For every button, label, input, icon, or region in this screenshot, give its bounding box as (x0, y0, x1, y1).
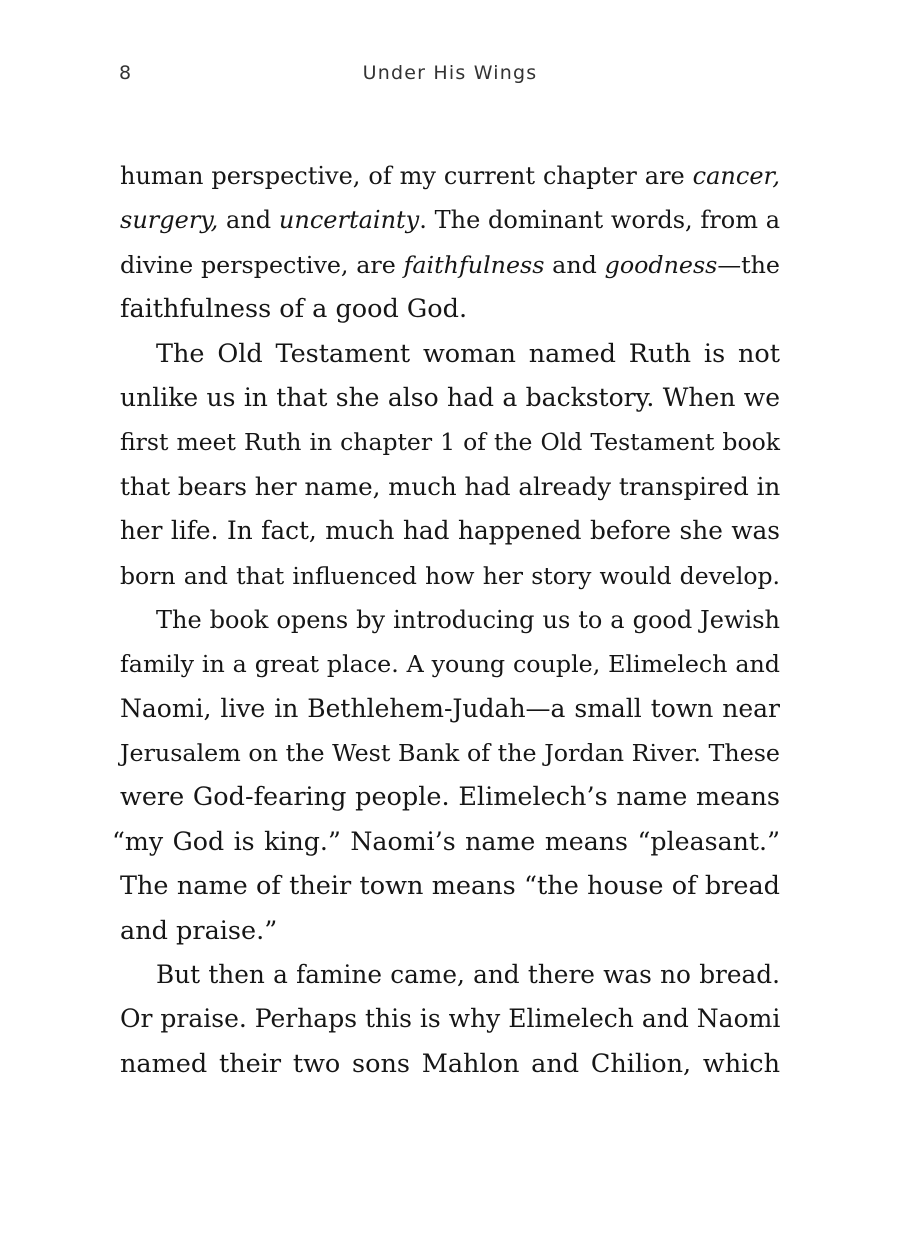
emphasis: surgery, (120, 206, 219, 235)
text-line: Or praise. Perhaps this is why Elimelech and Naomi (120, 1004, 781, 1034)
text-line (120, 154, 780, 198)
text-run: and (544, 250, 605, 279)
text-line: Jerusalem on the West Bank of the Jordan River. These (120, 739, 780, 768)
text-line: faithfulness of a good God. (120, 294, 468, 325)
text-line: her life. In fact, much had happened before she was (120, 516, 780, 546)
text-run: —the (717, 250, 780, 279)
text-run: . The dominant words, from a (419, 206, 781, 235)
text-line: were God-fearing people. Elimelech’s name means (120, 782, 780, 813)
running-head (0, 62, 900, 92)
text-line: born and that influenced how her story would develop. (120, 561, 780, 590)
text-line (120, 243, 780, 287)
emphasis: cancer, (692, 162, 780, 190)
text-line: family in a great place. A young couple, Elimelech and (120, 650, 780, 679)
text-line: The Old Testament woman named Ruth is not (156, 338, 780, 369)
text-run: and (218, 206, 279, 235)
text-line: unlike us in that she also had a backstory. When we (120, 382, 780, 412)
text-line: Naomi, live in Bethlehem-Judah—a small town near (120, 693, 780, 723)
text-line (120, 198, 780, 242)
text-run: human perspective, of my current chapter are (120, 162, 693, 190)
paragraph-3 (112, 598, 780, 953)
text-line: But then a famine came, and there was no bread. (156, 960, 780, 990)
paragraph-4 (120, 953, 780, 1086)
text-line: and praise.” (120, 915, 278, 946)
text-line: first meet Ruth in chapter 1 of the Old Testament book (120, 428, 780, 457)
text-line: that bears her name, much had already transpired in (120, 471, 781, 501)
text-line: The name of their town means “the house of bread (120, 871, 780, 902)
page-number: 8 (119, 62, 133, 84)
text-line: The book opens by introducing us to a good Jewish (156, 605, 780, 634)
paragraph-2 (120, 332, 780, 598)
emphasis: faithfulness (403, 250, 545, 279)
emphasis: uncertainty (278, 206, 420, 235)
text-line: “my God is king.” Naomi’s name means “pleasant.” (112, 826, 780, 856)
body-text (112, 154, 781, 1086)
emphasis: goodness (604, 250, 718, 279)
book-title: Under His Wings (362, 62, 538, 84)
text-line: named their two sons Mahlon and Chilion, which (120, 1048, 780, 1079)
text-run: divine perspective, are (120, 250, 404, 279)
paragraph-1 (120, 154, 780, 332)
